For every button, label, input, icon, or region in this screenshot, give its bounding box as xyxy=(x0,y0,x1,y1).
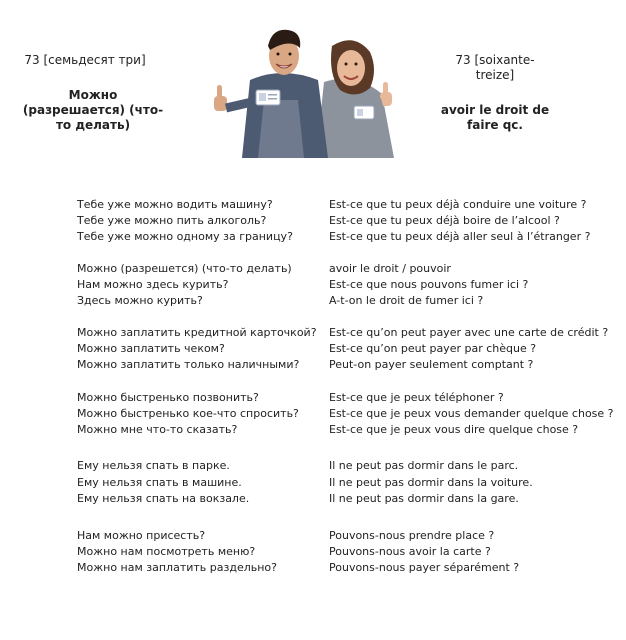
phrase-fr: Pouvons-nous payer séparément ? xyxy=(329,561,520,574)
phrase-ru: Ему нельзя спать на вокзале. xyxy=(77,492,250,505)
lesson-number-fr xyxy=(430,53,560,83)
lesson-title-ru-line2: (разрешается) (что- xyxy=(22,103,164,117)
phrase-fr: Est-ce que je peux téléphoner ? xyxy=(329,391,504,404)
phrase-ru: Можно (разрешется) (что-то делать) xyxy=(77,262,292,275)
phrase-fr: A-t-on le droit de fumer ici ? xyxy=(329,294,484,307)
phrase-fr: Pouvons-nous prendre place ? xyxy=(329,529,495,542)
lesson-number-fr-line1: 73 [soixante- xyxy=(455,53,535,67)
phrase-fr: Est-ce qu’on peut payer avec une carte de crédit ? xyxy=(329,326,609,339)
phrase-ru: Тебе уже можно пить алкоголь? xyxy=(77,214,267,227)
phrase-ru: Можно мне что-то сказать? xyxy=(77,423,238,436)
phrase-fr: Est-ce qu’on peut payer par chèque ? xyxy=(329,342,537,355)
man-figure xyxy=(214,30,328,158)
phrase-ru: Тебе уже можно одному за границу? xyxy=(77,230,293,243)
phrase-ru: Можно заплатить чеком? xyxy=(77,342,225,355)
phrase-ru: Ему нельзя спать в парке. xyxy=(77,459,230,472)
phrase-fr: Est-ce que je peux vous dire quelque chose ? xyxy=(329,423,579,436)
phrase-ru: Ему нельзя спать в машине. xyxy=(77,476,242,489)
phrase-fr: avoir le droit / pouvoir xyxy=(329,262,451,275)
phrase-fr: Il ne peut pas dormir dans le parc. xyxy=(329,459,519,472)
phrase-ru: Можно нам заплатить раздельно? xyxy=(77,561,277,574)
phrase-fr: Pouvons-nous avoir la carte ? xyxy=(329,545,491,558)
lesson-title-ru-line1: Можно xyxy=(68,88,118,102)
phrase-ru: Можно заплатить только наличными? xyxy=(77,358,300,371)
phrase-fr: Il ne peut pas dormir dans la gare. xyxy=(329,492,519,505)
lesson-number-fr-line2: treize] xyxy=(475,68,515,82)
phrase-fr: Est-ce que tu peux déjà boire de l’alcool ? xyxy=(329,214,560,227)
couple-illustration xyxy=(206,22,402,158)
phrase-ru: Тебе уже можно водить машину? xyxy=(77,198,273,211)
phrase-ru: Можно быстренько кое-что спросить? xyxy=(77,407,299,420)
lesson-number-ru: 73 [семьдесят три] xyxy=(24,53,146,67)
phrase-ru: Нам можно присесть? xyxy=(77,529,206,542)
lesson-title-ru xyxy=(18,88,168,133)
woman-figure xyxy=(316,40,394,158)
phrase-fr: Est-ce que tu peux déjà conduire une voiture ? xyxy=(329,198,587,211)
couple-photo xyxy=(206,22,402,158)
phrase-ru: Нам можно здесь курить? xyxy=(77,278,229,291)
lesson-title-fr-line2: faire qc. xyxy=(467,118,523,132)
lesson-title-fr-line1: avoir le droit de xyxy=(440,103,550,117)
phrase-fr: Est-ce que nous pouvons fumer ici ? xyxy=(329,278,529,291)
phrase-ru: Можно заплатить кредитной карточкой? xyxy=(77,326,317,339)
phrase-fr: Est-ce que tu peux déjà aller seul à l’étranger ? xyxy=(329,230,591,243)
phrase-ru: Здесь можно курить? xyxy=(77,294,203,307)
lesson-title-ru-line3: то делать) xyxy=(55,118,131,132)
lesson-title-fr xyxy=(430,103,560,133)
phrase-ru: Можно быстренько позвонить? xyxy=(77,391,259,404)
phrase-fr: Il ne peut pas dormir dans la voiture. xyxy=(329,476,533,489)
phrase-fr: Est-ce que je peux vous demander quelque chose ? xyxy=(329,407,614,420)
phrase-ru: Можно нам посмотреть меню? xyxy=(77,545,256,558)
phrase-fr: Peut-on payer seulement comptant ? xyxy=(329,358,534,371)
